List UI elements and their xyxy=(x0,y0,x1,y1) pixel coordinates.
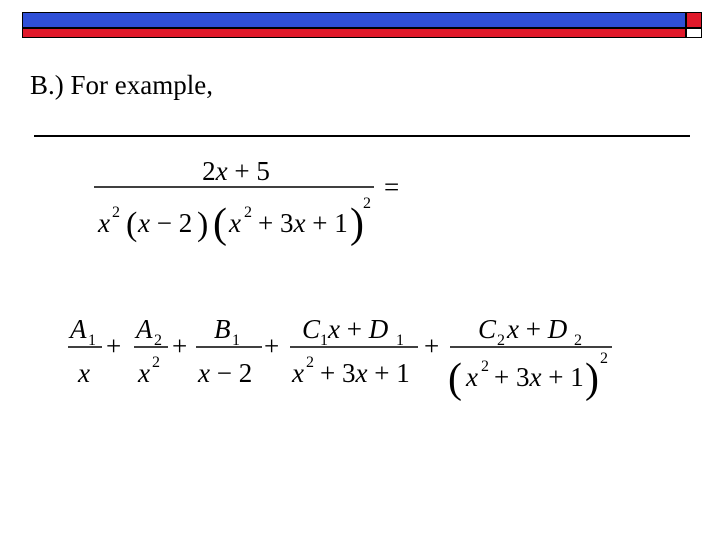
svg-text:2: 2 xyxy=(152,354,160,371)
svg-text:+ 3x + 1: + 3x + 1 xyxy=(320,358,410,388)
svg-text:x: x xyxy=(229,208,241,238)
svg-text:): ) xyxy=(350,201,364,247)
svg-text:1: 1 xyxy=(320,332,328,349)
plus-sign-1: + xyxy=(106,331,122,361)
svg-text:1: 1 xyxy=(88,332,96,349)
svg-text:x: x xyxy=(138,358,150,388)
svg-text:A: A xyxy=(70,314,87,344)
svg-text:2: 2 xyxy=(481,358,489,375)
lhs-numerator: 2x + 5 xyxy=(202,156,270,186)
svg-text:B: B xyxy=(214,314,231,344)
plus-sign-4: + xyxy=(424,331,440,361)
svg-text:x: x xyxy=(292,358,304,388)
svg-text:): ) xyxy=(585,356,599,402)
svg-text:1: 1 xyxy=(232,332,240,349)
svg-text:2: 2 xyxy=(363,195,371,212)
rhs-term-c2d2 xyxy=(448,314,612,402)
svg-text:2: 2 xyxy=(497,332,505,349)
svg-text:+ 3x + 1: + 3x + 1 xyxy=(494,362,584,392)
rhs-term-b1 xyxy=(196,314,262,388)
svg-text:(: ( xyxy=(448,356,462,402)
rhs-term-a1 xyxy=(68,314,102,388)
lhs-denominator xyxy=(97,195,371,247)
slide-heading: B.) For example, xyxy=(30,70,213,100)
svg-text:x: x xyxy=(466,362,478,392)
svg-text:): ) xyxy=(197,206,209,243)
svg-text:1: 1 xyxy=(396,332,404,349)
equals-sign: = xyxy=(384,172,400,202)
svg-text:x − 2: x − 2 xyxy=(198,358,253,388)
svg-text:2: 2 xyxy=(574,332,582,349)
rhs-term-a2 xyxy=(134,314,168,388)
svg-text:2: 2 xyxy=(244,204,252,221)
lhs-fraction xyxy=(94,156,399,247)
svg-text:2: 2 xyxy=(600,350,608,367)
svg-text:x + D: x + D xyxy=(507,314,568,344)
svg-text:(: ( xyxy=(213,201,227,247)
svg-text:C: C xyxy=(302,314,321,344)
svg-text:A: A xyxy=(136,314,153,344)
svg-text:2: 2 xyxy=(306,354,314,371)
svg-text:x: x xyxy=(98,208,110,238)
svg-text:C: C xyxy=(478,314,497,344)
plus-sign-3: + xyxy=(264,331,280,361)
rhs-term-c1d1 xyxy=(290,314,418,388)
svg-text:2: 2 xyxy=(154,332,162,349)
svg-text:x − 2: x − 2 xyxy=(138,208,193,238)
svg-text:x: x xyxy=(78,358,90,388)
plus-sign-2: + xyxy=(172,331,188,361)
svg-text:+ 3x + 1: + 3x + 1 xyxy=(258,208,348,238)
svg-text:2: 2 xyxy=(112,204,120,221)
svg-text:x + D: x + D xyxy=(328,314,389,344)
svg-text:(: ( xyxy=(126,206,138,243)
